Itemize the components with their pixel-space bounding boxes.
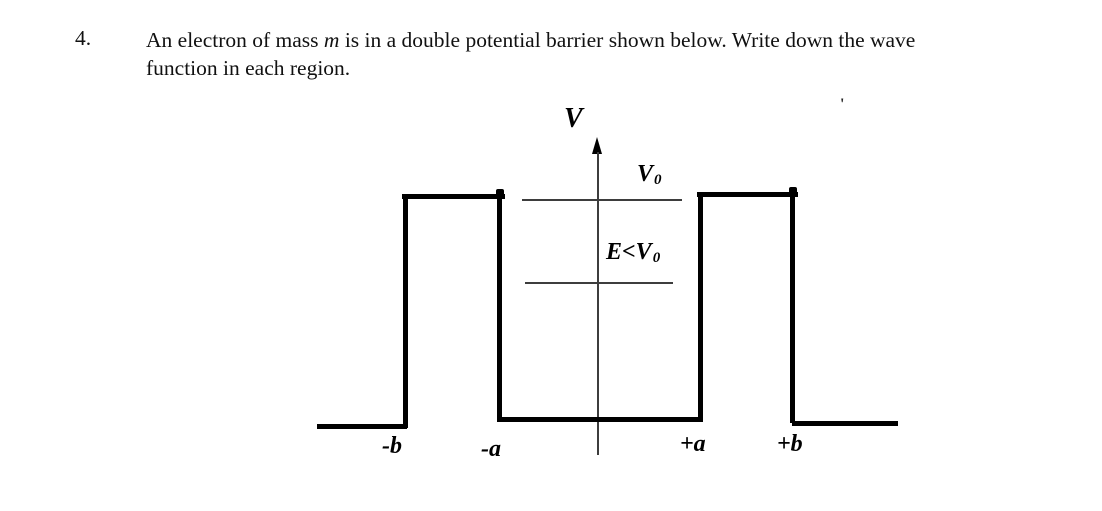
right-barrier-top-line [697,192,798,197]
energy-level-line [525,282,673,284]
stray-mark: ' [840,96,845,113]
v0-level-line [522,199,682,201]
x-label-pos-b: +b [777,431,803,457]
right-barrier-corner-dot [789,187,797,195]
x-label-neg-b: -b [382,433,402,459]
energy-label [606,239,659,266]
left-barrier-left-edge [403,194,408,428]
right-barrier-left-edge [698,192,703,422]
baseline-center-segment [500,417,702,422]
v-axis-line [597,152,599,455]
left-barrier-corner-dot [496,189,504,197]
baseline-right-segment [792,421,898,426]
problem-line1-before-var: An electron of mass [146,28,324,52]
v0-label-subscript: 0 [654,172,662,188]
v0-label-base: V [637,161,654,187]
left-barrier-right-edge [497,194,502,422]
energy-label-subscript: 0 [652,250,661,266]
problem-number: 4. [75,26,92,50]
problem-statement [146,26,1026,82]
problem-line1-after-var: is in a double potential barrier shown below. Write down the wave [339,28,916,52]
axis-v-label: V [564,103,583,134]
x-label-pos-a: +a [680,431,706,457]
x-label-neg-a: -a [481,436,501,462]
v0-label [637,161,661,188]
left-barrier-top-line [402,194,505,199]
right-barrier-right-edge [790,192,795,423]
mass-variable: m [323,28,340,52]
energy-label-base: E<V [606,239,652,265]
problem-line2: function in each region. [146,56,351,80]
baseline-left-segment [317,424,407,429]
